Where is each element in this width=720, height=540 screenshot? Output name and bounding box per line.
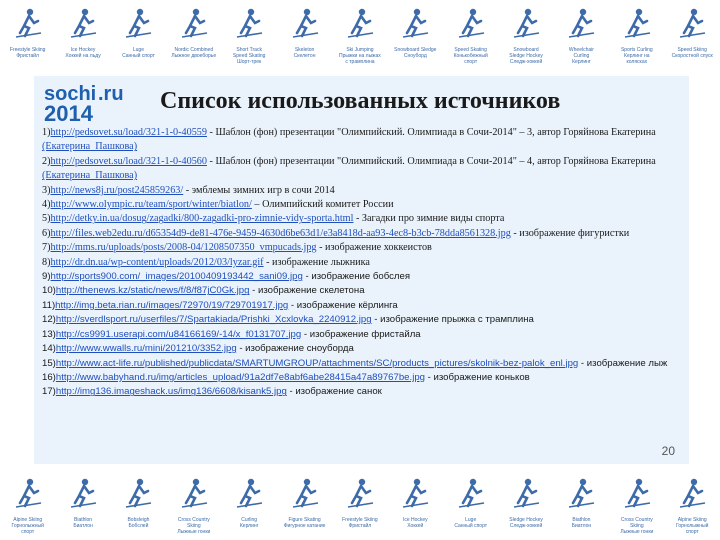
source-item (42, 184, 684, 198)
source-number: 15) (42, 357, 56, 369)
source-description: - изображение скелетона (249, 285, 365, 297)
sport-label: Alpine Skiing Горнолыжный спорт (11, 517, 44, 535)
para-cross-country-icon (622, 476, 652, 515)
source-number: 1) (42, 127, 51, 138)
source-item (42, 270, 684, 284)
source-description: - Шаблон (фон) презентации "Олимпийский. Олимпиада в Сочи-2014" – 4, автор Горяйнова Екатерина (206, 155, 656, 167)
source-description: - изображение лыж (578, 357, 668, 369)
top-sports-strip (0, 0, 720, 70)
sport-label: Nordic Combined Лыжное двоеборье (171, 47, 217, 59)
figure-skating-icon (13, 6, 43, 45)
bottom-sport-11 (613, 476, 661, 535)
sport-label: Biathlon Биатлон (571, 517, 592, 529)
author-link[interactable]: (Екатерина_Пашкова) (42, 170, 138, 182)
top-sport-1 (59, 6, 107, 59)
skeleton-icon (290, 6, 320, 45)
figure-skating-2-icon (290, 476, 320, 515)
sport-label: Ice Hockey Хоккей (402, 517, 428, 529)
source-number: 8) (42, 256, 51, 268)
para-alpine-icon (566, 6, 596, 45)
ice-hockey-2-icon (400, 476, 430, 515)
top-sport-7 (391, 6, 439, 59)
sport-label: Short Track Speed Skating Шорт-трек (232, 47, 266, 65)
source-link[interactable]: http://www.act-life.ru/published/publicdata/SMARTUMGROUP/attachments/SC/products_pictures/skolnik-bez-palok_enl.jpg (55, 357, 579, 369)
biathlon-icon (68, 476, 98, 515)
svg-text:2014: 2014 (44, 101, 93, 124)
source-link[interactable]: http://news8j.ru/post245859263/ (50, 184, 184, 196)
sport-label: Sports Curling Керлинг на колясках (620, 47, 653, 65)
short-track-icon (234, 6, 264, 45)
sport-label: Snowboard Sledge Сноуборд (394, 47, 437, 59)
sport-label: Freestyle Skiing Фристайл (9, 47, 46, 59)
luge-2-icon (456, 476, 486, 515)
sport-label: Luge Санный спорт (454, 517, 488, 529)
source-item (42, 198, 684, 212)
source-description: - изображение кёрлинга (288, 299, 398, 311)
source-item (42, 227, 684, 241)
top-sport-8 (447, 6, 495, 65)
curling-sport-icon (622, 6, 652, 45)
author-link[interactable]: (Екатерина_Пашкова) (42, 141, 138, 153)
source-link[interactable]: http://dr.dn.ua/wp-content/uploads/2012/03/lyzar.gif (50, 256, 264, 268)
source-link[interactable]: http://sverdlsport.ru/userfiles/7/Spartakiada/Prishki_Xcxlovka_2240912.jpg (55, 314, 372, 326)
source-item (42, 313, 684, 327)
bottom-sport-8 (447, 476, 495, 529)
source-description: - изображение фристайла (301, 328, 421, 340)
freestyle-icon (345, 476, 375, 515)
top-sport-2 (114, 6, 162, 59)
sport-label: Cross Country Skiing Лыжные гонки (620, 517, 654, 535)
bottom-sport-3 (170, 476, 218, 535)
bottom-sport-7 (391, 476, 439, 529)
sledge-hockey-icon (511, 476, 541, 515)
sochi-logo (42, 80, 162, 124)
sport-label: Figure Skating Фигурное катание (283, 517, 326, 529)
top-sport-3 (170, 6, 218, 59)
sport-label: Speed Skiing Скоростной спуск (671, 47, 713, 59)
source-number: 6) (42, 227, 51, 239)
source-link[interactable]: http://www.wwalls.ru/mini/201210/3352.jpg (55, 343, 237, 355)
ice-hockey-icon (68, 6, 98, 45)
source-link[interactable]: http://pedsovet.su/load/321-1-0-40560 (50, 155, 207, 167)
source-number: 17) (42, 386, 56, 398)
sport-label: Ski Jumping Прыжки на лыжах с трамплина (339, 47, 381, 65)
top-sport-10 (557, 6, 605, 65)
page-title: Список использованных источников (160, 88, 561, 114)
snowboard-sledge-hockey-icon (511, 6, 541, 45)
speed-ski-icon (677, 6, 707, 45)
source-description: - изображение фигуристки (510, 227, 630, 239)
bottom-sports-strip (0, 470, 720, 540)
page-number: 20 (661, 444, 675, 458)
source-description: – Олимпийский комитет России (251, 199, 394, 211)
top-sport-11 (613, 6, 661, 65)
source-description: - изображение коньков (425, 371, 530, 383)
source-number: 7) (42, 242, 51, 254)
top-sport-5 (281, 6, 329, 59)
sport-label: Skeleton Скелетон (293, 47, 316, 59)
source-description: - изображение прыжка с трамплина (371, 314, 534, 326)
source-link[interactable]: http://sports900.com/_images/20100409193442_sani09.jpg (50, 271, 303, 283)
source-item (42, 342, 684, 356)
speed-skating-icon (456, 6, 486, 45)
bottom-sport-12 (668, 476, 716, 535)
source-item (42, 357, 684, 371)
curling-icon (234, 476, 264, 515)
source-number: 3) (42, 184, 51, 196)
source-item (42, 371, 684, 385)
bottom-sport-1 (59, 476, 107, 529)
source-link[interactable]: http://pedsovet.su/load/321-1-0-40559 (50, 127, 207, 138)
source-number: 9) (42, 271, 51, 283)
svg-text:.ru: .ru (98, 83, 124, 105)
source-number: 5) (42, 213, 51, 225)
source-number: 2) (42, 155, 51, 167)
bottom-sport-2 (114, 476, 162, 529)
para-alpine-2-icon (677, 476, 707, 515)
source-number: 10) (42, 285, 56, 297)
source-description: - эмблемы зимних игр в сочи 2014 (183, 184, 335, 196)
cross-country-icon (179, 476, 209, 515)
bottom-sport-5 (281, 476, 329, 529)
source-link[interactable]: http://files.web2edu.ru/d65354d9-de81-476e-9459-4630d6be63d1/e3a8418d-aa93-4ec8-b3cb-78dda8561328.jpg (50, 227, 511, 239)
slide (34, 76, 689, 464)
sport-label: Biathlon Биатлон (73, 517, 93, 529)
source-item (42, 155, 684, 184)
sochi-2014-logo-icon (42, 80, 162, 124)
top-sport-6 (336, 6, 384, 65)
source-link[interactable]: http://thenews.kz/static/news/f/8/f87jC0Gk.jpg (55, 285, 250, 297)
snowboard-icon (400, 6, 430, 45)
sport-label: Wheelchair Curling Керлинг (568, 47, 594, 65)
bottom-sport-10 (557, 476, 605, 529)
source-link[interactable]: http://detky.in.ua/dosug/zagadki/800-zagadki-pro-zimnie-vidy-sporta.html (50, 213, 354, 225)
bottom-sport-4 (225, 476, 273, 529)
top-sport-0 (4, 6, 52, 59)
top-sport-4 (225, 6, 273, 65)
source-item (42, 241, 684, 255)
source-link[interactable]: http://www.babyhand.ru/img/articles_upload/91a2df7e8abf6abe28415a47a89767be.jpg (55, 371, 425, 383)
source-link[interactable]: http://img136.imageshack.us/img136/6608/kisank5.jpg (55, 386, 287, 398)
source-item (42, 385, 684, 399)
nordic-combined-icon (179, 6, 209, 45)
sport-label: Snowboard Sledge Hockey Следж-хоккей (509, 47, 543, 65)
source-item (42, 256, 684, 270)
source-number: 13) (42, 328, 56, 340)
luge-icon (123, 6, 153, 45)
bobsleigh-icon (123, 476, 153, 515)
source-description: - изображение хоккеистов (316, 242, 432, 254)
top-sport-12 (668, 6, 716, 59)
sport-label: Sledge Hockey Следж-хоккей (509, 517, 543, 529)
sport-label: Cross Country Skiing Лыжные гонки (177, 517, 211, 535)
source-link[interactable]: http://mms.ru/uploads/posts/2008-04/1208507350_vmpucads.jpg (50, 242, 317, 254)
para-biathlon-icon (566, 476, 596, 515)
bottom-sport-0 (4, 476, 52, 535)
sport-label: Curling Керлинг (239, 517, 259, 529)
source-link[interactable]: http://img.beta.rian.ru/images/72970/19/729701917.jpg (55, 299, 289, 311)
source-item (42, 212, 684, 226)
source-number: 11) (42, 299, 56, 311)
source-link[interactable]: http://www.olympic.ru/team/sport/winter/biatlon/ (50, 199, 252, 211)
source-number: 14) (42, 343, 56, 355)
alpine-skiing-icon (13, 476, 43, 515)
sport-label: Alpine Skiing Горнолыжный спорт (676, 517, 709, 535)
source-description: - Шаблон (фон) презентации "Олимпийский. Олимпиада в Сочи-2014" – 3, автор Горяйнова Екатерина (206, 127, 656, 138)
sport-label: Luge Санный спорт (122, 47, 155, 59)
sport-label: Bobsleigh Бобслей (127, 517, 150, 529)
bottom-sport-6 (336, 476, 384, 529)
sport-label: Speed Skating Конькобежный спорт (453, 47, 488, 65)
bottom-sport-9 (502, 476, 550, 529)
source-description: - Загадки про зимние виды спорта (353, 213, 505, 225)
source-item (42, 126, 684, 155)
sport-label: Ice Hockey Хоккей на льду (65, 47, 101, 59)
source-description: - изображение бобслея (302, 271, 411, 283)
source-description: - изображение санок (286, 386, 382, 398)
source-item (42, 284, 684, 298)
svg-text:sochi: sochi (44, 83, 97, 105)
top-sport-9 (502, 6, 550, 65)
source-item (42, 328, 684, 342)
source-item (42, 299, 684, 313)
source-description: - изображение сноуборда (236, 343, 354, 355)
sources-list (42, 126, 684, 400)
source-number: 16) (42, 371, 56, 383)
source-link[interactable]: http://cs9991.userapi.com/u84166169/-14/x_f0131707.jpg (55, 328, 302, 340)
source-description: - изображение лыжника (263, 256, 370, 268)
source-number: 12) (42, 314, 56, 326)
sport-label: Freestyle Skiing Фристайл (342, 517, 378, 529)
ski-jumping-icon (345, 6, 375, 45)
source-number: 4) (42, 199, 51, 211)
